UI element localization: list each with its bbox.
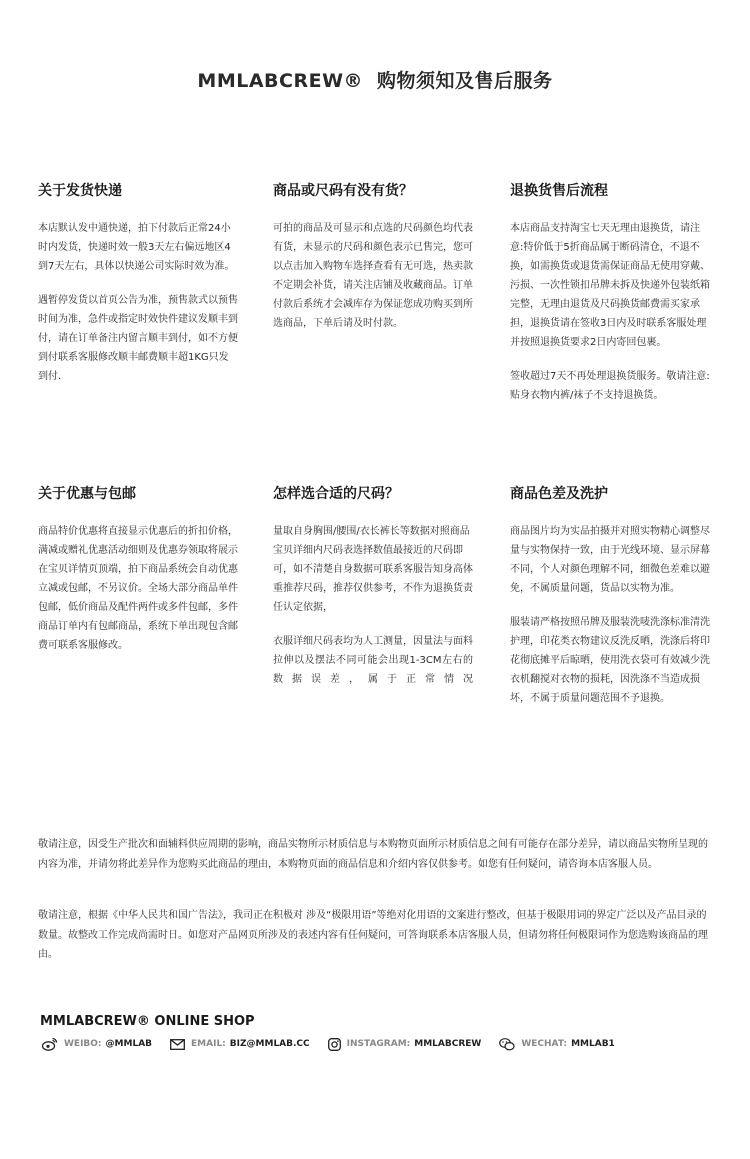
section-paragraph: 商品图片均为实品拍摄并对照实物精心调整尽量与实物保持一致，由于光线环境、显示屏幕不同，个人对颜色理解不同，细微色差难以避免，不属质量问题，货品以实物为准。 [510, 526, 710, 594]
section-paragraph: 可拍的商品及可显示和点选的尺码颜色均代表有货，未显示的尺码和颜色表示已售完，您可以点击加入购物车选择查看有无可选，热卖款不定期会补货，请关注店铺及收藏商品。订单付款后系统才会减库存为保证您成功购买到所选商品，下单后请及时付款。 [273, 223, 473, 329]
social-value: @MMLAB [105, 1039, 153, 1049]
section-care [510, 484, 710, 723]
section-paragraph: 衣服详细尺码表均为人工测量，因量法与面料拉伸以及摆法不同可能会出现1-3CM左右的数据误差，属于正常情况 [273, 636, 473, 685]
notice-text: 敬请注意，因受生产批次和面辅料供应周期的影响，商品实物所示材质信息与本购物页面所示材质信息之间有可能存在部分差异，请以商品实物所呈现的内容为准，并请勿将此差异作为您购买此商品的理由，本购物页面的商品信息和介绍内容仅供参考。如您有任何疑问，请咨询本店客服人员。 [38, 839, 708, 870]
section-heading: 关于优惠与包邮 [38, 486, 136, 502]
social-instagram[interactable] [328, 1038, 482, 1051]
social-email[interactable] [170, 1039, 310, 1050]
notice-advertising-law [38, 906, 708, 980]
section-returns [510, 181, 710, 420]
section-paragraph: 服装请严格按照吊牌及服装洗唛洗涤标准清洗护理，印花类衣物建议反洗反晒，洗涤后将印花彻底摊平后晾晒，使用洗衣袋可有效减少洗衣机翻搅对衣物的损耗，因洗涤不当造成损坏，不属于质量问题范围不予退换。 [510, 617, 710, 704]
social-label: EMAIL: [191, 1039, 226, 1049]
notice-material [38, 835, 708, 889]
section-paragraph: 商品特价优惠将直接显示优惠后的折扣价格，满减或赠礼优惠活动细则及优惠券领取将展示在宝贝详情页顶端，拍下商品系统会自动优惠立减或包邮，不另议价。全场大部分商品单件包邮，低价商品及配件两件或多件包邮，多件商品订单内有包邮商品，系统下单出现包含邮费可联系客服修改。 [38, 526, 238, 651]
title-text: 购物须知及售后服务 [377, 70, 553, 92]
section-sizing [273, 484, 473, 704]
social-label: WEIBO: [64, 1039, 102, 1049]
section-paragraph: 量取自身胸围/腰围/衣长裤长等数据对照商品宝贝详细内尺码表选择数值最接近的尺码即可，如不清楚自身数据可联系客服告知身高体重推荐尺码，推荐仅供参考，不作为退换货责任认定依据， [273, 526, 473, 613]
section-heading: 退换货售后流程 [510, 183, 608, 199]
social-value: MMLABCREW [414, 1039, 482, 1049]
social-weibo[interactable] [42, 1037, 152, 1051]
social-value: BIZ@MMLAB.CC [229, 1039, 310, 1049]
mail-icon [170, 1039, 185, 1050]
social-label: INSTAGRAM: [346, 1039, 411, 1049]
wechat-icon [499, 1038, 515, 1051]
section-heading: 怎样选合适的尺码？ [273, 486, 399, 502]
social-links [42, 1037, 633, 1051]
page-title [0, 66, 750, 93]
social-wechat[interactable] [499, 1038, 614, 1051]
section-paragraph: 本店商品支持淘宝七天无理由退换货，请注意:特价低于5折商品属于断码清仓，不退不换，如需换货或退货需保证商品无使用穿戴、污损、一次性锁扣吊牌未拆及快递外包装纸箱完整，无理由退货及尺码换货邮费需买家承担，退换货请在签收3日内及时联系客服处理并按照退换货要求2日内寄回包裹。 [510, 223, 710, 348]
section-heading: 关于发货快递 [38, 183, 122, 199]
weibo-icon [42, 1037, 58, 1051]
instagram-icon [328, 1038, 341, 1051]
section-heading: 商品或尺码有没有货？ [273, 183, 413, 199]
social-label: WECHAT: [521, 1039, 568, 1049]
section-paragraph: 签收超过7天不再处理退换货服务。敬请注意:贴身衣物内裤/袜子不支持退换货。 [510, 371, 710, 401]
social-value: MMLAB1 [571, 1039, 615, 1049]
section-stock [273, 181, 473, 348]
notice-text: 敬请注意，根据《中华人民共和国广告法》，我司正在积极对 涉及“极限用语”等绝对化用语的文案进行整改，但基于极限用词的界定广泛以及产品目录的数量。故整改工作完成尚需时日。如您对产品网页所涉及的表述内容有任何疑问，可答询联系本店客服人员，但请勿将任何极限词作为您选购该商品的理由。 [38, 910, 708, 960]
section-heading: 商品色差及洗护 [510, 486, 608, 502]
brand-name: MMLABCREW® [197, 70, 364, 92]
section-paragraph: 本店默认发中通快递，拍下付款后正常24小时内发货，快递时效一般3天左右偏远地区4到7天左右，具体以快递公司实际时效为准。 [38, 223, 235, 272]
section-shipping [38, 181, 238, 401]
section-paragraph: 遇暂停发货以首页公告为准，预售款式以预售时间为准，急件或指定时效快件建议发顺丰到付，请在订单备注内留言顺丰到付，如不方便到付联系客服修改顺丰邮费顺丰超1KG只发到付. [38, 295, 238, 382]
section-discounts [38, 484, 238, 670]
shop-title: MMLABCREW® ONLINE SHOP [40, 1014, 255, 1029]
